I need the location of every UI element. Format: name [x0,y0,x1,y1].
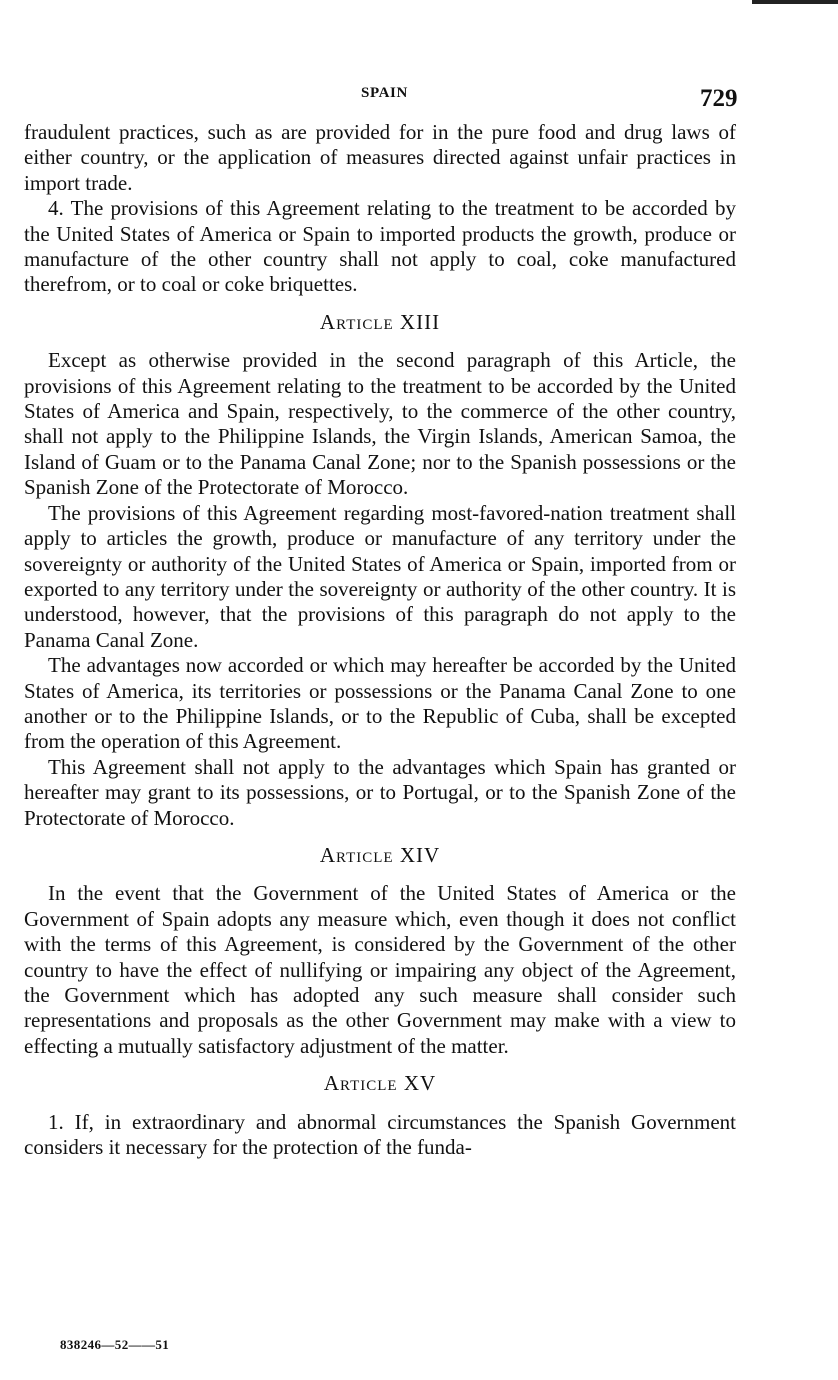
page-number: 729 [700,85,738,112]
paragraph-item-4: 4. The provisions of this Agreement relating to the treatment to be accorded by the United States of America or Spain to imported products the growth, produce or manufacture of the other country shall not apply to coal, coke manufactured therefrom, or to coal or coke briquettes. [24,196,736,297]
paragraph-article-13-4: This Agreement shall not apply to the advantages which Spain has granted or hereafter may grant to its possessions, or to Portugal, or to the Spanish Zone of the Protectorate of Morocco. [24,754,736,830]
paragraph-article-15-1: 1. If, in extraordinary and abnormal circumstances the Spanish Government considers it necessary for the protection of the funda- [24,1109,736,1160]
paragraph-continuation: fraudulent practices, such as are provided for in the pure food and drug laws of either country, or the application of measures directed against unfair practices in import trade. [24,120,736,195]
paragraph-article-14-1: In the event that the Government of the United States of America or the Government of Spain adopts any measure which, even though it does not conflict with the terms of this Agreement, is considered by the Government of the other country to have the effect of nullifying or impairing any object of the Agreement, the Government which has adopted any such measure shall consider such representations and proposals as the other Government may make with a view to effecting a mutually satisfactory adjustment of the matter. [24,881,736,1058]
body-text [24,120,736,1160]
paragraph-article-13-2: The provisions of this Agreement regarding most-favored-nation treatment shall apply to articles the growth, produce or manufacture of any territory under the sovereignty or authority of the United States of America or Spain, imported from or exported to any territory under the sovereignty or authority of the other country. It is understood, however, that the provisions of this paragraph do not apply to the Panama Canal Zone. [24,500,736,652]
article-15-heading: Article XV [323,1071,437,1096]
top-edge-rule [752,0,838,4]
article-14-heading: Article XIV [319,842,441,867]
article-13-heading: Article XIII [319,309,441,334]
running-head: SPAIN [361,85,408,101]
printer-signature-mark: 838246—52——51 [60,1337,170,1352]
paragraph-article-13-1: Except as otherwise provided in the second paragraph of this Article, the provisions of this Agreement relating to the treatment to be accorded by the United States of America and Spain, respectively, to the commerce of the other country, shall not apply to the Philippine Islands, the Virgin Islands, American Samoa, the Island of Guam or to the Panama Canal Zone; nor to the Spanish possessions or the Spanish Zone of the Protectorate of Morocco. [24,348,736,500]
paragraph-article-13-3: The advantages now accorded or which may hereafter be accorded by the United States of America, its territories or possessions or the Panama Canal Zone to one another or to the Philippine Islands, or to the Republic of Cuba, shall be excepted from the operation of this Agreement. [24,653,736,754]
